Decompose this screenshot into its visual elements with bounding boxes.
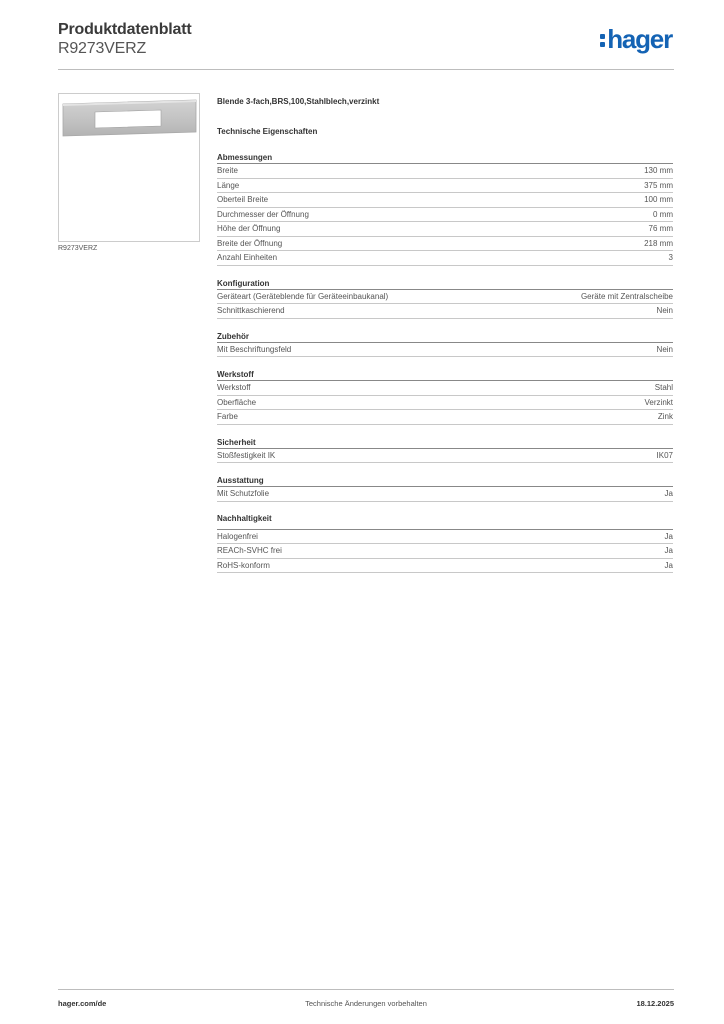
image-caption: R9273VERZ xyxy=(58,245,98,252)
row-value: IK07 xyxy=(656,450,673,460)
row-label: Stoßfestigkeit IK xyxy=(217,450,276,460)
section-title: Abmessungen xyxy=(217,152,673,164)
table-row xyxy=(217,208,673,223)
row-label: Werkstoff xyxy=(217,383,251,392)
row-label: Höhe der Öffnung xyxy=(217,224,281,233)
row-label: Mit Schutzfolie xyxy=(217,489,270,498)
section-werkstoff xyxy=(217,369,673,425)
section-sicherheit xyxy=(217,437,673,464)
row-label: REACh-SVHC frei xyxy=(217,546,282,555)
table-row xyxy=(217,290,673,305)
row-value: 130 mm xyxy=(644,166,673,175)
row-label: Oberfläche xyxy=(217,397,257,407)
table-row xyxy=(217,396,673,411)
datasheet-content xyxy=(217,96,673,573)
row-value: Nein xyxy=(656,344,673,354)
hager-logo xyxy=(600,24,672,54)
row-value: 76 mm xyxy=(648,224,673,233)
row-value: Stahl xyxy=(654,383,673,392)
row-label: Breite der Öffnung xyxy=(217,238,283,248)
table-row xyxy=(217,381,673,396)
row-label: Farbe xyxy=(217,412,238,421)
row-label: Anzahl Einheiten xyxy=(217,253,278,262)
logo-dots-icon xyxy=(600,34,605,47)
row-label: Mit Beschriftungsfeld xyxy=(217,344,292,354)
table-row xyxy=(217,530,673,545)
logo-text: hager xyxy=(607,24,672,54)
row-value: Geräte mit Zentralscheibe xyxy=(580,291,673,301)
section-title: Sicherheit xyxy=(217,437,673,449)
footer-website-link[interactable]: hager.com/de xyxy=(58,999,107,1008)
section-title: Werkstoff xyxy=(217,369,673,381)
table-row xyxy=(217,237,673,252)
table-row xyxy=(217,251,673,266)
section-title: Ausstattung xyxy=(217,475,673,487)
table-row xyxy=(217,179,673,194)
row-value: Zink xyxy=(657,412,673,421)
footer-date: 18.12.2025 xyxy=(636,999,674,1008)
row-value: 0 mm xyxy=(653,209,673,219)
row-value: Verzinkt xyxy=(644,397,673,407)
row-label: Oberteil Breite xyxy=(217,195,269,204)
page-header xyxy=(58,20,674,70)
row-value: Ja xyxy=(664,531,673,541)
page-footer xyxy=(58,989,674,1015)
row-value: Ja xyxy=(664,560,673,570)
table-row xyxy=(217,410,673,425)
section-title: Zubehör xyxy=(217,331,673,343)
section-title: Konfiguration xyxy=(217,278,673,290)
row-label: Breite xyxy=(217,166,238,175)
row-label: Durchmesser der Öffnung xyxy=(217,209,309,219)
row-value: Ja xyxy=(664,489,673,498)
row-label: Schnittkaschierend xyxy=(217,306,285,315)
table-row xyxy=(217,222,673,237)
table-row xyxy=(217,487,673,502)
footer-disclaimer: Technische Änderungen vorbehalten xyxy=(305,999,427,1008)
section-nachhaltigkeit xyxy=(217,514,673,574)
table-row xyxy=(217,164,673,179)
table-row xyxy=(217,544,673,559)
product-description: Blende 3-fach,BRS,100,Stahlblech,verzinkt xyxy=(217,97,380,106)
row-label: Halogenfrei xyxy=(217,531,258,541)
section-abmessungen xyxy=(217,152,673,266)
table-row xyxy=(217,449,673,464)
row-value: Nein xyxy=(656,306,673,315)
section-title: Nachhaltigkeit xyxy=(217,514,673,530)
section-ausstattung xyxy=(217,475,673,502)
section-zubehoer xyxy=(217,331,673,358)
table-row xyxy=(217,343,673,358)
row-label: RoHS-konform xyxy=(217,560,270,570)
section-konfiguration xyxy=(217,278,673,319)
table-row xyxy=(217,193,673,208)
row-value: 100 mm xyxy=(644,195,673,204)
row-value: 3 xyxy=(668,253,673,262)
cover-plate-illustration xyxy=(59,94,199,241)
row-value: 375 mm xyxy=(644,180,673,190)
table-row xyxy=(217,304,673,319)
product-image xyxy=(58,93,200,242)
row-label: Geräteart (Geräteblende für Geräteeinbaukanal) xyxy=(217,291,389,301)
page-title: Produktdatenblatt xyxy=(58,21,192,38)
row-value: 218 mm xyxy=(644,238,673,248)
row-label: Länge xyxy=(217,180,240,190)
product-code-subtitle: R9273VERZ xyxy=(58,40,147,57)
row-value: Ja xyxy=(664,546,673,555)
table-row xyxy=(217,559,673,574)
tech-properties-heading: Technische Eigenschaften xyxy=(217,127,318,136)
